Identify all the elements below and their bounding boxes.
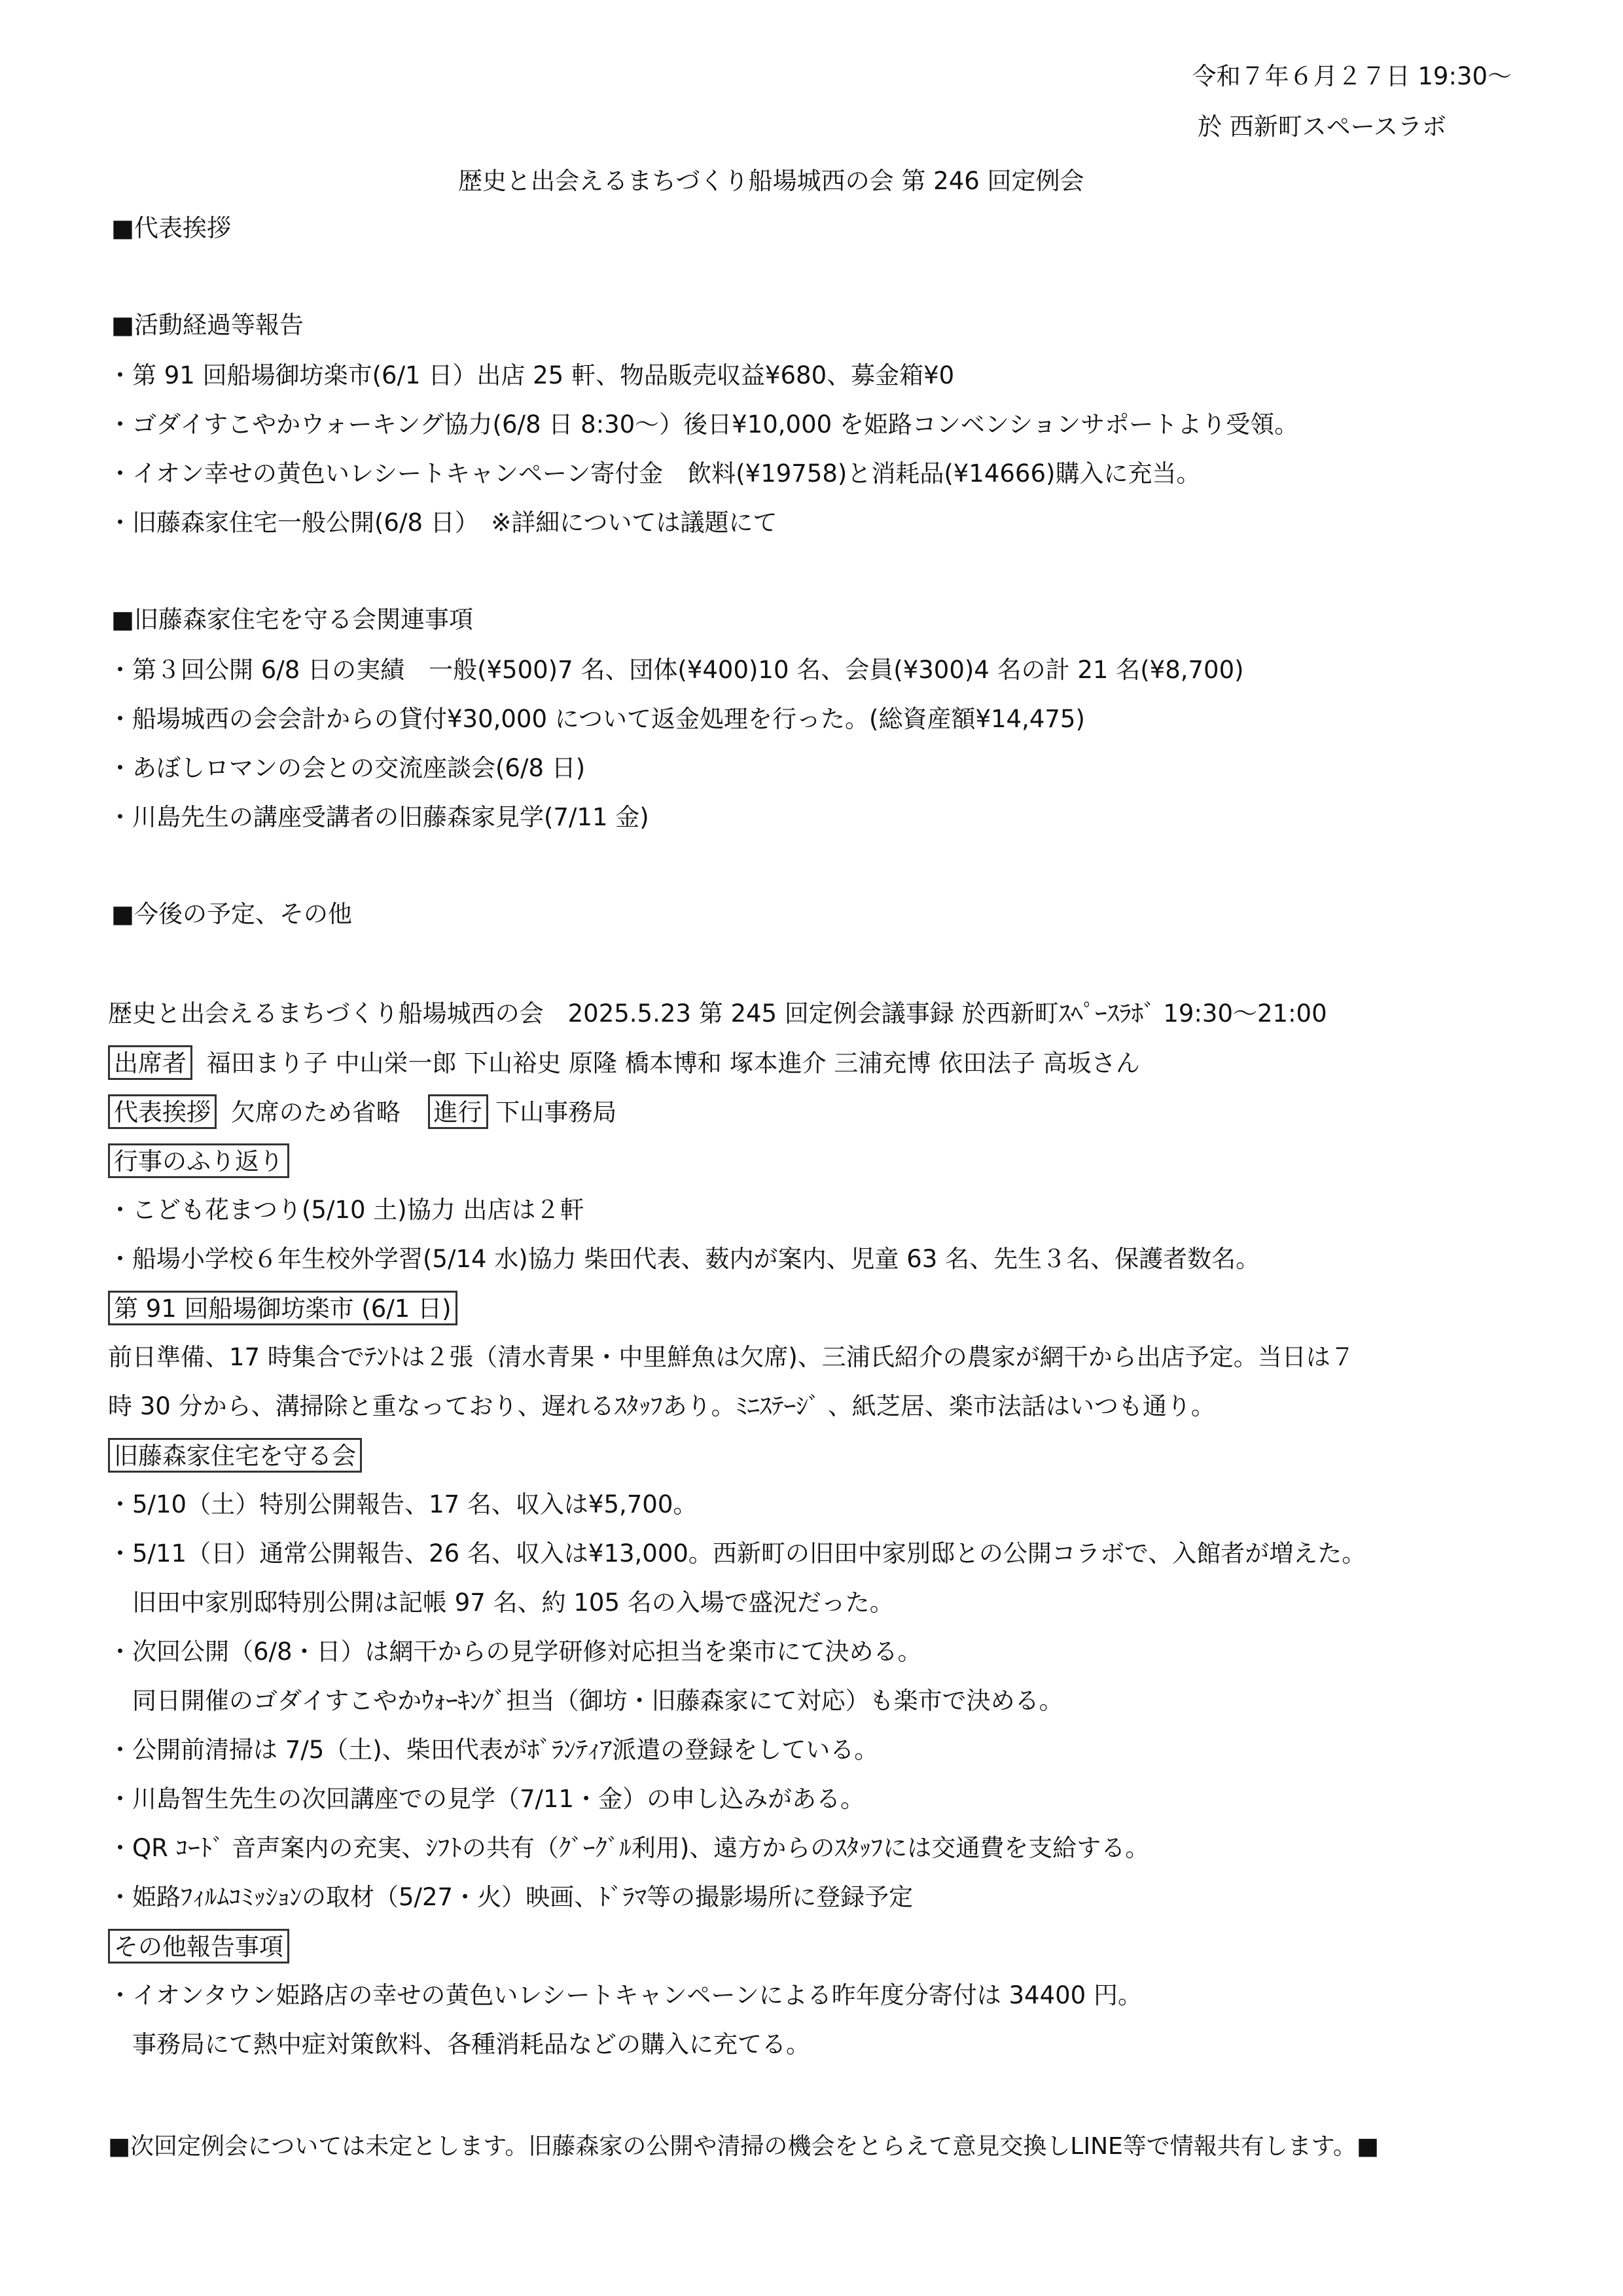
heading-future [111,902,352,926]
attendees-label: 出席者 [108,1045,192,1080]
heading-future-text: 今後の予定、その他 [134,900,352,928]
footer-note [108,2135,1379,2159]
fujimori-minutes-label: 旧藤森家住宅を守る会 [108,1438,362,1473]
fujimori-minutes-line: ・姫路ﾌｨﾙﾑｺﾐｯｼｮﾝの取材（5/27・火）映画、ﾄﾞﾗﾏ等の撮影場所に登録予定 [108,1883,914,1911]
page-title: 歴史と出会えるまちづくり船場城西の会 第 246 回定例会 [458,167,1084,195]
heading-greeting-text: 代表挨拶 [134,214,231,242]
fujimori-minutes-line: ・公開前清掃は 7/5（土)、柴田代表がﾎﾞﾗﾝﾃｨｱ派遣の登録をしている。 [108,1736,879,1764]
minutes-title: 歴史と出会えるまちづくり船場城西の会 2025.5.23 第 245 回定例会議事録 於西新町ｽﾍﾟｰｽﾗﾎﾞ 19:30〜21:00 [108,999,1327,1028]
fujimori-minutes-line: ・QR ｺｰﾄﾞ 音声案内の充実、ｼﾌﾄの共有（ｸﾞｰｸﾞﾙ利用)、遠方からのｽﾀｯﾌには交通費を支給する。 [108,1834,1150,1862]
fujimori-minutes-row [108,1438,362,1473]
attendees-row [108,1045,1140,1080]
greeting-label: 代表挨拶 [108,1094,217,1129]
other-line: 事務局にて熱中症対策飲料、各種消耗品などの購入に充てる。 [108,2030,810,2058]
activity-item: ・第 91 回船場御坊楽市(6/1 日）出店 25 軒、物品販売収益¥680、募金箱¥0 [108,361,955,389]
greeting-row [108,1094,616,1129]
rakuichi-line: 時 30 分から、溝掃除と重なっており、遅れるｽﾀｯﾌあり。ﾐﾆｽﾃｰｼﾞ 、紙芝居、楽市法話はいつも通り。 [108,1392,1215,1420]
footer-square-icon: ■ [1356,2133,1379,2160]
footer-square-icon: ■ [108,2133,131,2160]
fujimori-minutes-line: ・5/11（日）通常公開報告、26 名、収入は¥13,000。西新町の旧田中家別邸との公開コラボで、入館者が増えた。 [108,1539,1366,1568]
other-line: ・イオンタウン姫路店の幸せの黄色いレシートキャンペーンによる昨年度分寄付は 34400 円。 [108,1981,1142,2009]
events-label: 行事のふり返り [108,1143,289,1178]
other-label: その他報告事項 [108,1929,289,1964]
footer-note-text: 次回定例会については未定とします。旧藤森家の公開や清掃の機会をとらえて意見交換しLINE等で情報共有します。 [130,2133,1357,2160]
heading-fujimori-text: 旧藤森家住宅を守る会関連事項 [134,605,473,634]
fujimori-minutes-line: ・川島智生先生の次回講座での見学（7/11・金）の申し込みがある。 [108,1785,865,1813]
attendees-list: 福田まり子 中山栄一郎 下山裕史 原隆 橋本博和 塚本進介 三浦充博 依田法子 高坂さん [206,1049,1140,1077]
events-item: ・船場小学校６年生校外学習(5/14 水)協力 柴田代表、薮内が案内、児童 63 名、先生３名、保護者数名。 [108,1245,1260,1273]
date-line: 令和７年６月２７日 19:30〜 [1192,62,1512,90]
activity-item: ・旧藤森家住宅一般公開(6/8 日） ※詳細については議題にて [108,509,777,537]
rakuichi-label: 第 91 回船場御坊楽市 (6/1 日) [108,1291,457,1325]
fujimori-minutes-line: 同日開催のゴダイすこやかｳｫｰｷﾝｸﾞ担当（御坊・旧藤森家にて対応）も楽市で決める。 [108,1687,1063,1715]
heading-greeting [111,216,231,240]
other-row [108,1929,289,1964]
fujimori-item: ・あぼしロマンの会との交流座談会(6/8 日) [108,754,586,782]
activity-item: ・イオン幸せの黄色いレシートキャンペーン寄付金 飲料(¥19758)と消耗品(¥14666)購入に充当。 [108,459,1201,488]
fujimori-item: ・船場城西の会会計からの貸付¥30,000 について返金処理を行った。(総資産額¥14,475) [108,705,1085,733]
fujimori-minutes-line: ・5/10（土）特別公開報告、17 名、収入は¥5,700。 [108,1490,698,1518]
fujimori-item: ・川島先生の講座受講者の旧藤森家見学(7/11 金) [108,803,649,831]
heading-activity-text: 活動経過等報告 [134,311,304,339]
greeting-text: 欠席のため省略 [230,1098,401,1126]
facilitator-label: 進行 [428,1094,488,1129]
fujimori-minutes-line: ・次回公開（6/8・日）は網干からの見学研修対応担当を楽市にて決める。 [108,1638,922,1666]
activity-item: ・ゴダイすこやかウォーキング協力(6/8 日 8:30〜）後日¥10,000 を姫路コンベンションサポートより受領。 [108,410,1299,439]
rakuichi-row [108,1291,457,1325]
fujimori-item: ・第３回公開 6/8 日の実績 一般(¥500)7 名、団体(¥400)10 名、会員(¥300)4 名の計 21 名(¥8,700) [108,656,1244,684]
fujimori-minutes-line: 旧田中家別邸特別公開は記帳 97 名、約 105 名の入場で盛況だった。 [108,1588,894,1617]
facilitator-text: 下山事務局 [495,1098,617,1126]
rakuichi-line: 前日準備、17 時集合でﾃﾝﾄは２張（清水青果・中里鮮魚は欠席)、三浦氏紹介の農家が網干から出店予定。当日は７ [108,1343,1355,1371]
events-item: ・こども花まつり(5/10 土)協力 出店は２軒 [108,1196,584,1224]
venue-line: 於 西新町スペースラボ [1198,113,1446,141]
heading-fujimori [111,607,473,632]
heading-activity [111,313,304,337]
events-row [108,1143,289,1178]
